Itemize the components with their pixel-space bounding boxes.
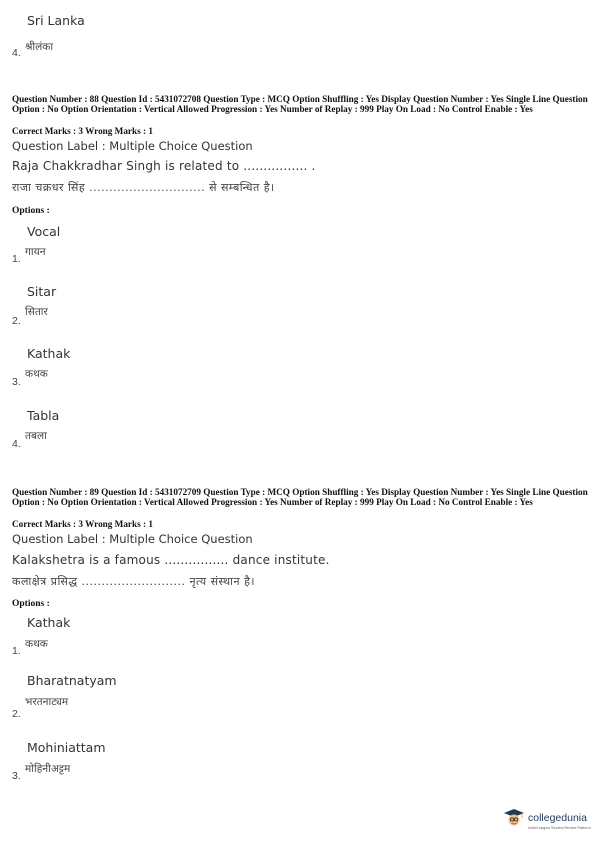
option-text-en: Mohiniattam: [27, 740, 106, 755]
options-label: Options :: [12, 599, 50, 609]
options-label: Options :: [12, 206, 50, 216]
option-text-en: Sitar: [27, 284, 57, 299]
option-text-en: Kathak: [27, 615, 71, 630]
question-text-en: Kalakshetra is a famous ................ dance institute.: [12, 553, 330, 567]
question-label: Question Label : Multiple Choice Question: [12, 532, 253, 546]
question-text-hi: कलाक्षेत्र प्रसिद्ध .......................... नृत्य संस्थान है।: [12, 575, 256, 588]
option-text-hi: कथक: [25, 368, 48, 380]
option-number: 4.: [12, 47, 21, 59]
graduate-mascot-icon: [503, 808, 525, 828]
question-meta: Question Number : 88 Question Id : 5431072708 Question Type : MCQ Option Shuffling : Yes Display Question Number : Yes Single Line Question Option : No Option Orientation : Vertical Allowed Progression : Yes Number of Replay : 999 Play On Load : No Control Enable : Yes: [12, 94, 588, 115]
option-text-hi: गायन: [25, 246, 46, 258]
option-text-hi: तबला: [25, 430, 47, 442]
question-text-en: Raja Chakkradhar Singh is related to ................ .: [12, 159, 316, 173]
question-label: Question Label : Multiple Choice Question: [12, 139, 253, 153]
option-text-en: Sri Lanka: [27, 13, 85, 28]
option-number: 2.: [12, 708, 21, 720]
option-number: 4.: [12, 438, 21, 450]
question-meta: Question Number : 89 Question Id : 5431072709 Question Type : MCQ Option Shuffling : Yes Display Question Number : Yes Single Line Question Option : No Option Orientation : Vertical Allowed Progression : Yes Number of Replay : 999 Play On Load : No Control Enable : Yes: [12, 487, 588, 508]
logo-tagline: India's largest Student Review Platform: [528, 826, 591, 830]
option-text-hi: श्रीलंका: [25, 41, 54, 53]
option-text-en: Tabla: [27, 408, 60, 423]
option-number: 1.: [12, 645, 21, 657]
option-text-hi: मोहिनीअट्टम: [25, 763, 71, 775]
question-marks: Correct Marks : 3 Wrong Marks : 1: [12, 126, 153, 136]
option-text-en: Bharatnatyam: [27, 673, 117, 688]
option-text-hi: भरतनाट्यम: [25, 696, 69, 708]
collegedunia-logo: [503, 808, 591, 830]
option-text-hi: सितार: [25, 306, 48, 318]
option-text-en: Vocal: [27, 224, 61, 239]
option-number: 3.: [12, 376, 21, 388]
logo-text: collegedunia: [528, 812, 587, 824]
option-text-en: Kathak: [27, 346, 71, 361]
question-text-hi: राजा चक्रधर सिंह ............................. से सम्बन्धित है।: [12, 181, 275, 194]
option-text-hi: कथक: [25, 638, 48, 650]
option-number: 1.: [12, 253, 21, 265]
option-number: 3.: [12, 770, 21, 782]
option-number: 2.: [12, 315, 21, 327]
question-marks: Correct Marks : 3 Wrong Marks : 1: [12, 519, 153, 529]
